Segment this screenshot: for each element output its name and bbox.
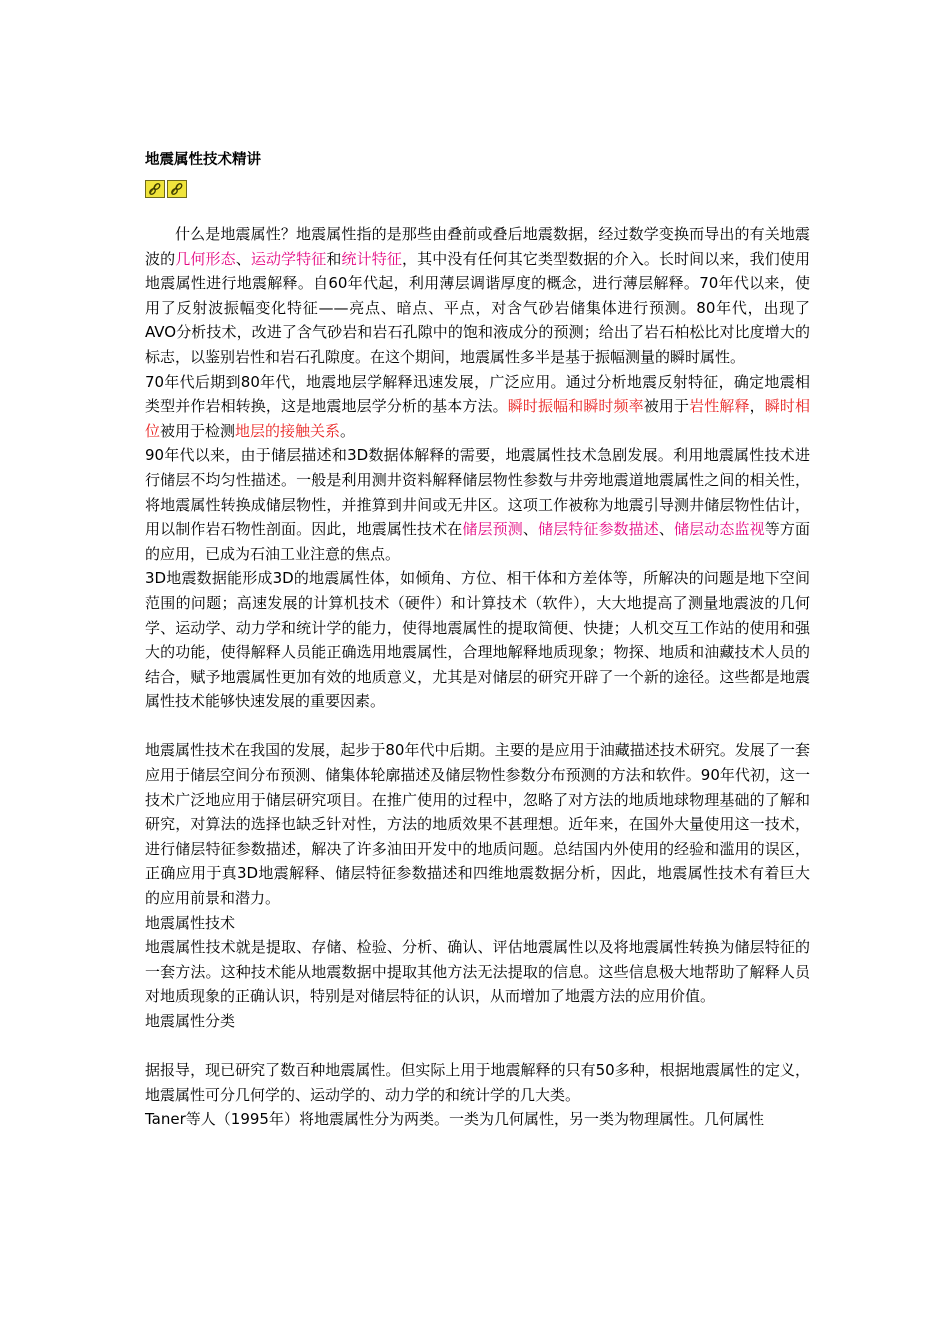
text-run: 地震属性技术就是提取、存储、检验、分析、确认、评估地震属性以及将地震属性转换为储层特征的一套方法。这种技术能从地震数据中提取其他方法无法提取的信息。这些信息极大地帮助了解释人员对地质现象的正确认识，特别是对储层特征的认识，从而增加了地震方法的应用价值。 xyxy=(145,938,810,1006)
text-run: 70年代后期到80年代，地震地层学解释迅速发展，广泛应用。通过分析地震反射特征，确定地震相类型并作岩相转换，这是地震地层学分析的基本方法。 xyxy=(145,372,810,416)
text-run: ，其中没有任何其它类型数据的介入。长时间以来，我们使用地震属性进行地震解释。自60年代起，利用薄层调谐厚度的概念，进行薄层解释。70年代以来，使用了反射波振幅变化特征——亮点、暗点、平点，对含气砂岩储集体进行预测。80年代，出现了AVO分析技术，改进了含气砂岩和岩石孔隙中的饱和液成分的预测；给出了岩石柏松比对比度增大的标志，以鉴别岩性和岩石孔隙度。在这个期间，地震属性多半是基于振幅测量的瞬时属性。 xyxy=(145,249,810,366)
paragraph xyxy=(145,1058,810,1107)
text-run: 被用于 xyxy=(643,397,690,416)
text-run: 被用于检测 xyxy=(160,421,236,440)
text-run: 什么是地震属性？地震属性指的是那些由叠前或叠后地震数据，经过数学变换而导出的有关地震波的 xyxy=(145,225,810,268)
text-run: 、 xyxy=(658,520,675,539)
paragraph xyxy=(145,738,810,910)
text-run: ， xyxy=(749,397,765,416)
highlighted-term: 瞬时振幅和瞬时频率 xyxy=(507,397,644,416)
paragraph xyxy=(145,222,810,370)
highlighted-term: 几何形态 xyxy=(175,249,236,268)
text-run: 地震属性分类 xyxy=(145,1012,236,1030)
text-run: 、 xyxy=(235,249,251,268)
paragraph xyxy=(145,1107,810,1132)
document-title: 地震属性技术精讲 xyxy=(145,152,261,168)
document-content xyxy=(145,148,810,1132)
paragraph xyxy=(145,911,810,936)
highlighted-term: 统计特征 xyxy=(341,249,402,268)
text-run: 。 xyxy=(340,421,356,440)
document-body xyxy=(145,222,810,1132)
paragraph xyxy=(145,370,810,444)
text-run: 据报导，现已研究了数百种地震属性。但实际上用于地震解释的只有50多种，根据地震属性的定义，地震属性可分几何学的、运动学的、动力学的和统计学的几大类。 xyxy=(145,1061,810,1104)
highlighted-term: 瞬时相位 xyxy=(145,397,810,440)
icon-toolbar xyxy=(145,180,810,202)
text-run: 3D地震数据能形成3D的地震属性体，如倾角、方位、相干体和方差体等，所解决的问题是地下空间范围的问题；高速发展的计算机技术（硬件）和计算技术（软件），大大地提高了测量地震波的几何学、运动学、动力学和统计学的能力，使得地震属性的提取简便、快捷；人机交互工作站的使用和强大的功能，使得解释人员能正确选用地震属性，合理地解释地质现象；物探、地质和油藏技术人员的结合，赋予地震属性更加有效的地质意义，尤其是对储层的研究开辟了一个新的途径。这些都是地震属性技术能够快速发展的重要因素。 xyxy=(145,569,810,711)
highlighted-term: 岩性解释 xyxy=(689,397,750,416)
highlighted-term: 运动学特征 xyxy=(250,249,327,268)
highlighted-term: 储层特征参数描述 xyxy=(537,520,659,539)
highlighted-term: 地层的接触关系 xyxy=(235,421,341,440)
text-run: 和 xyxy=(326,249,342,268)
paragraph xyxy=(145,443,810,566)
text-run: 90年代以来，由于储层描述和3D数据体解释的需要，地震属性技术急剧发展。利用地震属性技术进行储层不均匀性描述。一般是利用测井资料解释储层物性参数与井旁地震道地震属性之间的相关性，将地震属性转换成储层物性，并推算到井间或无井区。这项工作被称为地震引导测井储层物性估计，用以制作岩石物性剖面。因此，地震属性技术在 xyxy=(145,446,810,539)
blank-line xyxy=(145,1034,810,1059)
link-icon[interactable] xyxy=(167,180,187,198)
paragraph xyxy=(145,1009,810,1034)
paragraph xyxy=(145,566,810,714)
text-run: 地震属性技术 xyxy=(145,913,236,932)
link-icon[interactable] xyxy=(145,180,165,198)
blank-line xyxy=(145,714,810,739)
highlighted-term: 储层预测 xyxy=(462,520,523,539)
text-run: Taner等人（1995年）将地震属性分为两类。一类为几何属性，另一类为物理属性。几何属性 xyxy=(145,1110,764,1129)
text-run: 地震属性技术在我国的发展，起步于80年代中后期。主要的是应用于油藏描述技术研究。发展了一套应用于储层空间分布预测、储集体轮廓描述及储层物性参数分布预测的方法和软件。90年代初，这一技术广泛地应用于储层研究项目。在推广使用的过程中，忽略了对方法的地质地球物理基础的了解和研究，对算法的选择也缺乏针对性，方法的地质效果不甚理想。近年来，在国外大量使用这一技术，进行储层特征参数描述，解决了许多油田开发中的地质问题。总结国内外使用的经验和滥用的误区，正确应用于真3D地震解释、储层特征参数描述和四维地震数据分析，因此，地震属性技术有着巨大的应用前景和潜力。 xyxy=(145,741,810,908)
highlighted-term: 储层动态监视 xyxy=(674,520,765,539)
text-run: 、 xyxy=(522,520,538,539)
paragraph xyxy=(145,935,810,1009)
text-run: 等方面的应用，已成为石油工业注意的焦点。 xyxy=(145,520,810,563)
